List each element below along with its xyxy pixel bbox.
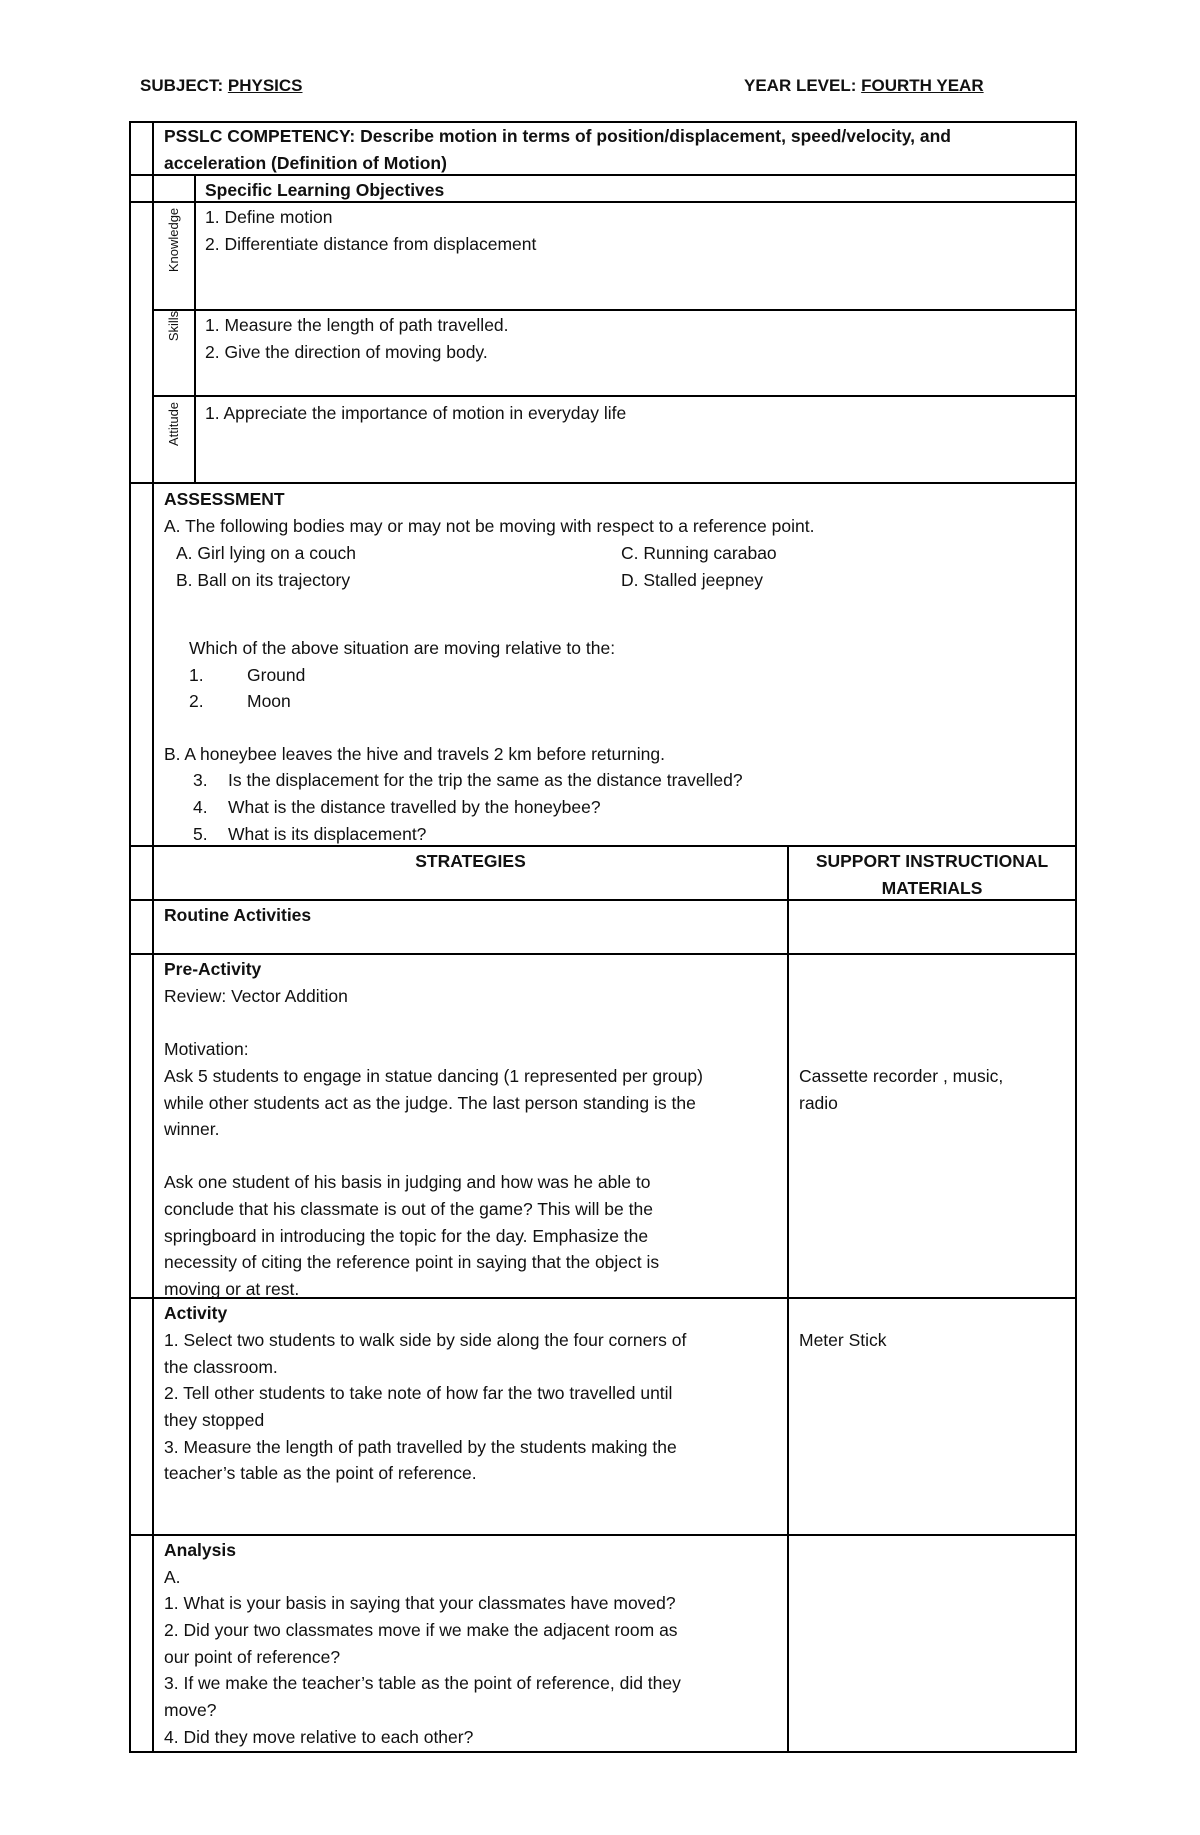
knowledge-objective-2: 2. Differentiate distance from displacement: [205, 234, 537, 254]
question-5-text: What is its displacement?: [228, 824, 427, 844]
question-5-number: 5.: [193, 824, 208, 844]
motivation-line-3: winner.: [164, 1119, 220, 1139]
activity-heading: Activity: [164, 1303, 228, 1323]
motivation-heading: Motivation:: [164, 1039, 249, 1059]
ask-line-5: moving or at rest.: [164, 1279, 300, 1299]
attitude-label: Attitude: [166, 401, 181, 447]
pre-activity-review: Review: Vector Addition: [164, 986, 348, 1006]
skills-label: Skills: [166, 310, 181, 342]
question-4-text: What is the distance travelled by the honeybee?: [228, 797, 601, 817]
skills-objective-2: 2. Give the direction of moving body.: [205, 342, 488, 362]
ask-line-2: conclude that his classmate is out of the game? This will be the: [164, 1199, 653, 1219]
year-level-header: [744, 73, 984, 100]
question-2-text: Moon: [247, 691, 291, 711]
ask-line-1: Ask one student of his basis in judging and how was he able to: [164, 1172, 651, 1192]
question-1-number: 1.: [189, 665, 204, 685]
knowledge-label: Knowledge: [166, 207, 181, 273]
subject-header: [140, 73, 303, 100]
pre-activity-materials-line-2: radio: [799, 1093, 838, 1113]
year-level-label: YEAR LEVEL:: [744, 76, 857, 95]
subject-label: SUBJECT:: [140, 76, 224, 95]
analysis-heading: Analysis: [164, 1540, 236, 1560]
competency-line-2: acceleration (Definition of Motion): [164, 153, 447, 173]
motivation-line-2: while other students act as the judge. The last person standing is the: [164, 1093, 696, 1113]
analysis-line-1: A.: [164, 1567, 181, 1587]
analysis-line-4: our point of reference?: [164, 1647, 341, 1667]
materials-column-header-line-2: MATERIALS: [881, 878, 983, 898]
strategies-column-header: STRATEGIES: [415, 851, 526, 871]
pre-activity-heading: Pre-Activity: [164, 959, 262, 979]
question-4-number: 4.: [193, 797, 208, 817]
routine-activities: Routine Activities: [164, 905, 312, 925]
analysis-line-3: 2. Did your two classmates move if we make the adjacent room as: [164, 1620, 678, 1640]
analysis-line-6: move?: [164, 1700, 217, 1720]
table-outer-border: [130, 122, 1076, 1752]
attitude-objective-1: 1. Appreciate the importance of motion in everyday life: [205, 403, 627, 423]
analysis-line-2: 1. What is your basis in saying that your classmates have moved?: [164, 1593, 676, 1613]
pre-activity-materials-line-1: Cassette recorder , music,: [799, 1066, 1004, 1086]
activity-line-1: 1. Select two students to walk side by side along the four corners of: [164, 1330, 687, 1350]
ask-line-4: necessity of citing the reference point in saying that the object is: [164, 1252, 660, 1272]
assessment-heading: ASSESSMENT: [164, 489, 285, 509]
knowledge-objective-1: 1. Define motion: [205, 207, 333, 227]
ask-line-3: springboard in introducing the topic for the day. Emphasize the: [164, 1226, 649, 1246]
activity-line-2: the classroom.: [164, 1357, 278, 1377]
competency-line-1: PSSLC COMPETENCY: Describe motion in terms of position/displacement, speed/velocity, and: [164, 126, 951, 146]
question-2-number: 2.: [189, 691, 204, 711]
activity-line-5: 3. Measure the length of path travelled by the students making the: [164, 1437, 677, 1457]
skills-objective-1: 1. Measure the length of path travelled.: [205, 315, 509, 335]
subject-value: PHYSICS: [227, 76, 303, 95]
question-3-number: 3.: [193, 770, 208, 790]
assessment-b-intro: B. A honeybee leaves the hive and travels 2 km before returning.: [164, 744, 666, 764]
motivation-line-1: Ask 5 students to engage in statue dancing (1 represented per group): [164, 1066, 703, 1086]
materials-column-header-line-1: SUPPORT INSTRUCTIONAL: [815, 851, 1049, 871]
assessment-option-b: B. Ball on its trajectory: [176, 570, 351, 590]
activity-line-6: teacher’s table as the point of reference.: [164, 1463, 477, 1483]
assessment-option-d: D. Stalled jeepney: [621, 570, 764, 590]
assessment-a-intro: A. The following bodies may or may not be moving with respect to a reference point.: [164, 516, 815, 536]
activity-line-3: 2. Tell other students to take note of how far the two travelled until: [164, 1383, 673, 1403]
objectives-heading: Specific Learning Objectives: [205, 180, 445, 200]
question-1-text: Ground: [247, 665, 306, 685]
assessment-question: Which of the above situation are moving relative to the:: [189, 638, 616, 658]
activity-materials: Meter Stick: [799, 1330, 887, 1350]
assessment-option-c: C. Running carabao: [621, 543, 777, 563]
year-level-value: FOURTH YEAR: [861, 76, 984, 95]
analysis-line-7: 4. Did they move relative to each other?: [164, 1727, 474, 1747]
assessment-option-a: A. Girl lying on a couch: [176, 543, 356, 563]
activity-line-4: they stopped: [164, 1410, 265, 1430]
question-3-text: Is the displacement for the trip the same as the distance travelled?: [228, 770, 743, 790]
analysis-line-5: 3. If we make the teacher’s table as the point of reference, did they: [164, 1673, 681, 1693]
